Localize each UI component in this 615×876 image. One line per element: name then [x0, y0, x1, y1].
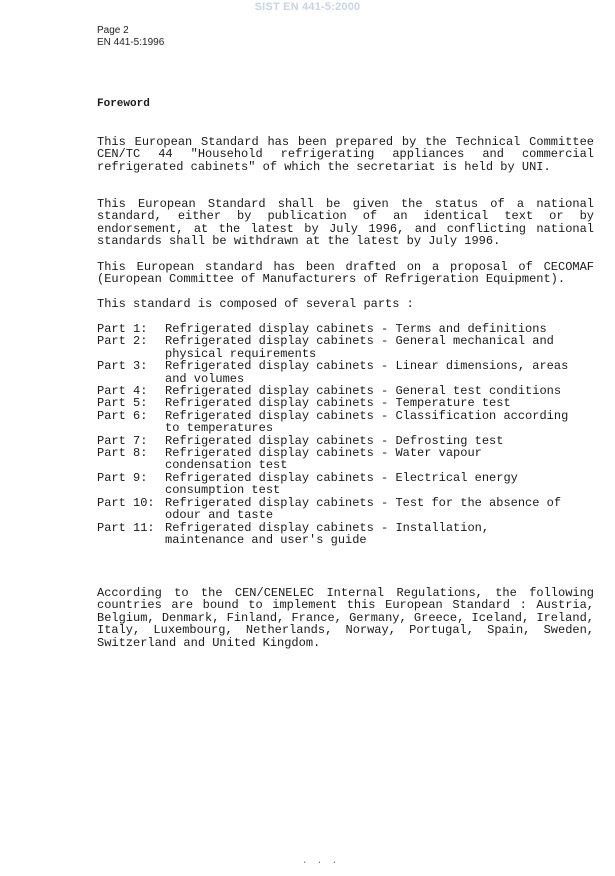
part-number: Part 9:: [97, 470, 148, 485]
part-number: Part 7:: [97, 433, 148, 448]
list-item: [97, 447, 594, 472]
part-title-continued: to temperatures: [165, 421, 274, 436]
part-title-continued: condensation test: [165, 458, 288, 473]
list-item: [97, 397, 594, 409]
list-item: [97, 472, 594, 497]
paragraph-status: This European Standard shall be given the status of a national standard, either by publication of an identical text or by endorsement, at the latest by July 1996, and conflicting national standards shall be withdrawn at the latest by July 1996.: [97, 197, 594, 249]
part-number: Part 1:: [97, 322, 148, 336]
paragraph-preparation: This European Standard has been prepared by the Technical Committee CEN/TC 44 "Household refrigerating appliances and commercial refrigerated cabinets" of which the secretariat is held by UNI.: [97, 135, 594, 174]
part-title: Refrigerated display cabinets - Water vapour: [165, 446, 482, 461]
foreword-heading: Foreword: [97, 98, 150, 110]
part-title-continued: and volumes: [165, 371, 245, 386]
part-number: Part 5:: [97, 396, 148, 411]
part-title: Refrigerated display cabinets - Terms and definitions: [165, 322, 547, 336]
part-title-continued: physical requirements: [165, 346, 317, 361]
part-title: Refrigerated display cabinets - General mechanical and: [165, 334, 554, 349]
paragraph-proposal: This European standard has been drafted on a proposal of CECOMAF (European Committee of Manufacturers of Refrigeration Equipment).: [97, 260, 594, 287]
part-title-continued: odour and taste: [165, 508, 274, 523]
list-item: [97, 522, 594, 547]
part-number: Part 4:: [97, 384, 148, 399]
part-title: Refrigerated display cabinets - Test for the absence of: [165, 495, 562, 510]
watermark: SIST EN 441-5:2000: [254, 1, 361, 13]
page-number: Page 2: [97, 25, 129, 36]
part-title: Refrigerated display cabinets - Classification according: [165, 408, 569, 423]
paragraph-countries: According to the CEN/CENELEC Internal Regulations, the following countries are bound to implement this European Standard : Austria, Belgium, Denmark, Finland, France, Germany, Greece, Iceland, Ireland, Italy, Luxembourg, Netherlands, Norway, Portugal, Spain, Sweden, Switzerland and United Kingdom.: [97, 586, 594, 650]
part-title: Refrigerated display cabinets - Electrical energy: [165, 470, 518, 485]
part-title: Refrigerated display cabinets - Linear dimensions, areas: [165, 359, 569, 374]
paragraph-composition: This standard is composed of several parts :: [97, 297, 414, 311]
part-title: Refrigerated display cabinets - General test conditions: [165, 384, 562, 399]
list-item: [97, 360, 594, 385]
part-title-continued: maintenance and user's guide: [165, 532, 367, 547]
part-title-continued: consumption test: [165, 483, 281, 498]
scan-artifact: · · ·: [302, 858, 340, 868]
part-title: Refrigerated display cabinets - Defrosting test: [165, 433, 504, 448]
part-number: Part 3:: [97, 359, 148, 374]
parts-list: [97, 323, 594, 546]
part-number: Part 8:: [97, 446, 148, 461]
list-item: [97, 335, 594, 360]
part-title: Refrigerated display cabinets - Temperature test: [165, 396, 511, 411]
part-number: Part 11:: [97, 520, 155, 535]
part-title: Refrigerated display cabinets - Installation,: [165, 520, 490, 535]
list-item: [97, 410, 594, 435]
page-header: [97, 25, 164, 49]
part-number: Part 6:: [97, 408, 148, 423]
list-item: [97, 497, 594, 522]
part-number: Part 2:: [97, 334, 148, 349]
part-number: Part 10:: [97, 495, 155, 510]
document-id: EN 441-5:1996: [97, 37, 165, 48]
